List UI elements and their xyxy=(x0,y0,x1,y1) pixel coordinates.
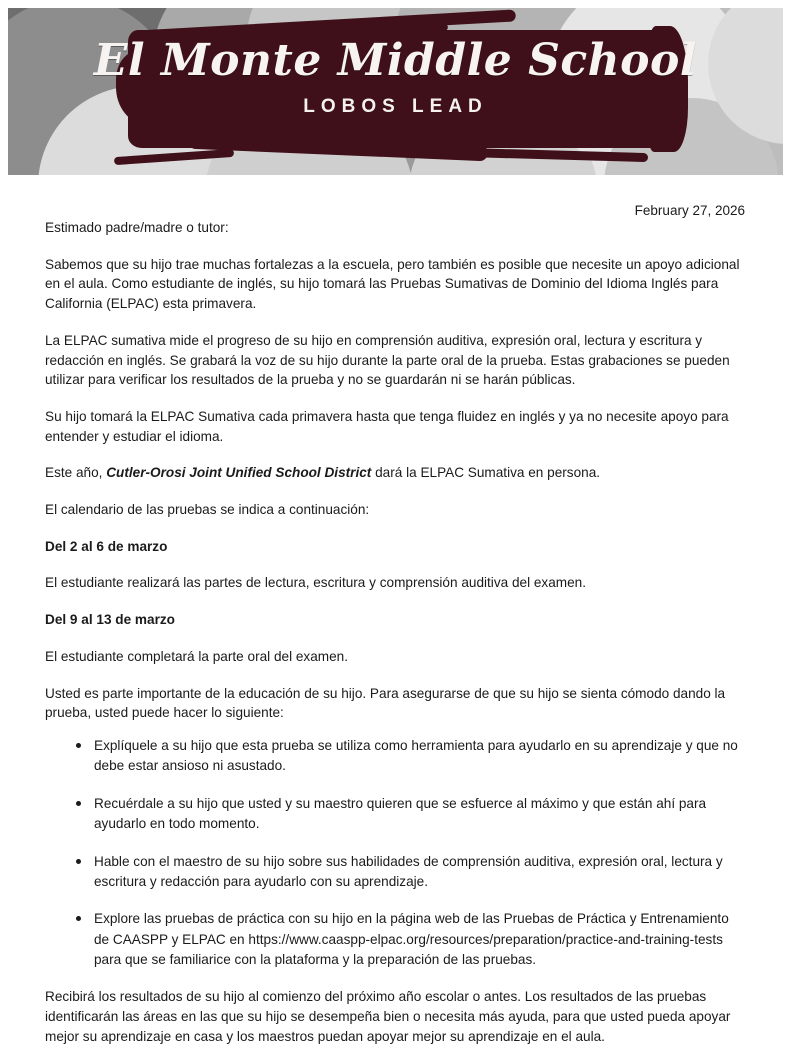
bullet-dot-icon xyxy=(76,743,81,748)
list-item-text: Explíquele a su hijo que esta prueba se utiliza como herramienta para ayudarlo en su aprendizaje y que no debe estar ansioso ni asustado. xyxy=(94,737,738,774)
paragraph-district xyxy=(45,463,745,483)
paragraph-parent-role: Usted es parte importante de la educación de su hijo. Para asegurarse de que su hijo se sienta cómodo dando la prueba, usted puede hacer lo siguiente: xyxy=(45,685,726,721)
brush-stroke-right-edge xyxy=(648,26,688,152)
bullet-dot-icon xyxy=(76,801,81,806)
list-item xyxy=(45,736,745,777)
district-sentence-suffix: dará la ELPAC Sumativa en persona. xyxy=(371,465,601,481)
paragraph-intro: Sabemos que su hijo trae muchas fortalezas a la escuela, pero también es posible que necesite un apoyo adicional en el aula. Como estudiante de inglés, su hijo tomará las Pruebas Sumativas de Dominio del Idioma Inglés para California (ELPAC) esta primavera. xyxy=(45,256,740,312)
paragraph-elpac-description: La ELPAC sumativa mide el progreso de su hijo en comprensión auditiva, expresión oral, lectura y escritura y redacción en inglés. Se grabará la voz de su hijo durante la parte oral de la prueba. Estas grabaciones se pueden utilizar para verificar los resultados de la prueba y no se guardarán ni se harán públicas. xyxy=(45,332,730,388)
list-item xyxy=(45,852,745,893)
letter-content xyxy=(0,218,791,1047)
brush-stroke xyxy=(128,30,673,148)
letter-date: February 27, 2026 xyxy=(634,203,745,218)
bullet-dot-icon xyxy=(76,916,81,921)
list-item xyxy=(45,909,745,970)
paragraph-schedule-intro: El calendario de las pruebas se indica a continuación: xyxy=(45,502,370,518)
letter-page xyxy=(0,175,791,1064)
salutation: Estimado padre/madre o tutor: xyxy=(45,220,229,235)
schedule-heading-week-1: Del 2 al 6 de marzo xyxy=(45,538,168,554)
brush-stroke-left-tail xyxy=(116,50,176,124)
schedule-body-week-1: El estudiante realizará las partes de lectura, escritura y comprensión auditiva del examen. xyxy=(45,575,587,591)
list-item-text: Hable con el maestro de su hijo sobre sus habilidades de comprensión auditiva, expresión oral, lectura y escritura y redacción para ayudarlo con su aprendizaje. xyxy=(94,853,723,889)
school-tagline: LOBOS LEAD xyxy=(303,96,488,118)
list-item xyxy=(45,794,745,835)
school-name-title: El Monte Middle School xyxy=(93,35,698,86)
district-sentence-prefix: Este año, xyxy=(45,465,107,481)
paragraph-results: Recibirá los resultados de su hijo al comienzo del próximo año escolar o antes. Los resultados de las pruebas identificarán las áreas en las que su hijo se desempeña bien o necesita más ayuda, para que usted pueda apoyar mejor su aprendizaje en casa y los maestros puedan apoyar mejor su aprendizaje en el aula. xyxy=(45,989,731,1044)
schedule-body-week-2: El estudiante completará la parte oral del examen. xyxy=(45,648,349,664)
parent-tips-list xyxy=(45,736,745,971)
schedule-heading-week-2: Del 9 al 13 de marzo xyxy=(45,612,175,628)
bullet-dot-icon xyxy=(76,859,81,864)
list-item-text: Recuérdale a su hijo que usted y su maestro quieren que se esfuerce al máximo y que están ahí para ayudarlo en todo momento. xyxy=(94,795,707,832)
list-item-text: Explore las pruebas de práctica con su hijo en la página web de las Pruebas de Práctica y Entrenamiento de CAASPP y ELPAC en https://www.caaspp-elpac.org/resources/preparation/practice-and-training-tests para que se familiarice con la plataforma y la preparación de las pruebas. xyxy=(94,911,729,968)
district-name: Cutler-Orosi Joint Unified School District xyxy=(106,465,372,481)
paragraph-annual-testing: Su hijo tomará la ELPAC Sumativa cada primavera hasta que tenga fluidez en inglés y ya no necesite apoyo para entender y estudiar el idioma. xyxy=(45,408,729,444)
school-banner xyxy=(8,8,783,175)
